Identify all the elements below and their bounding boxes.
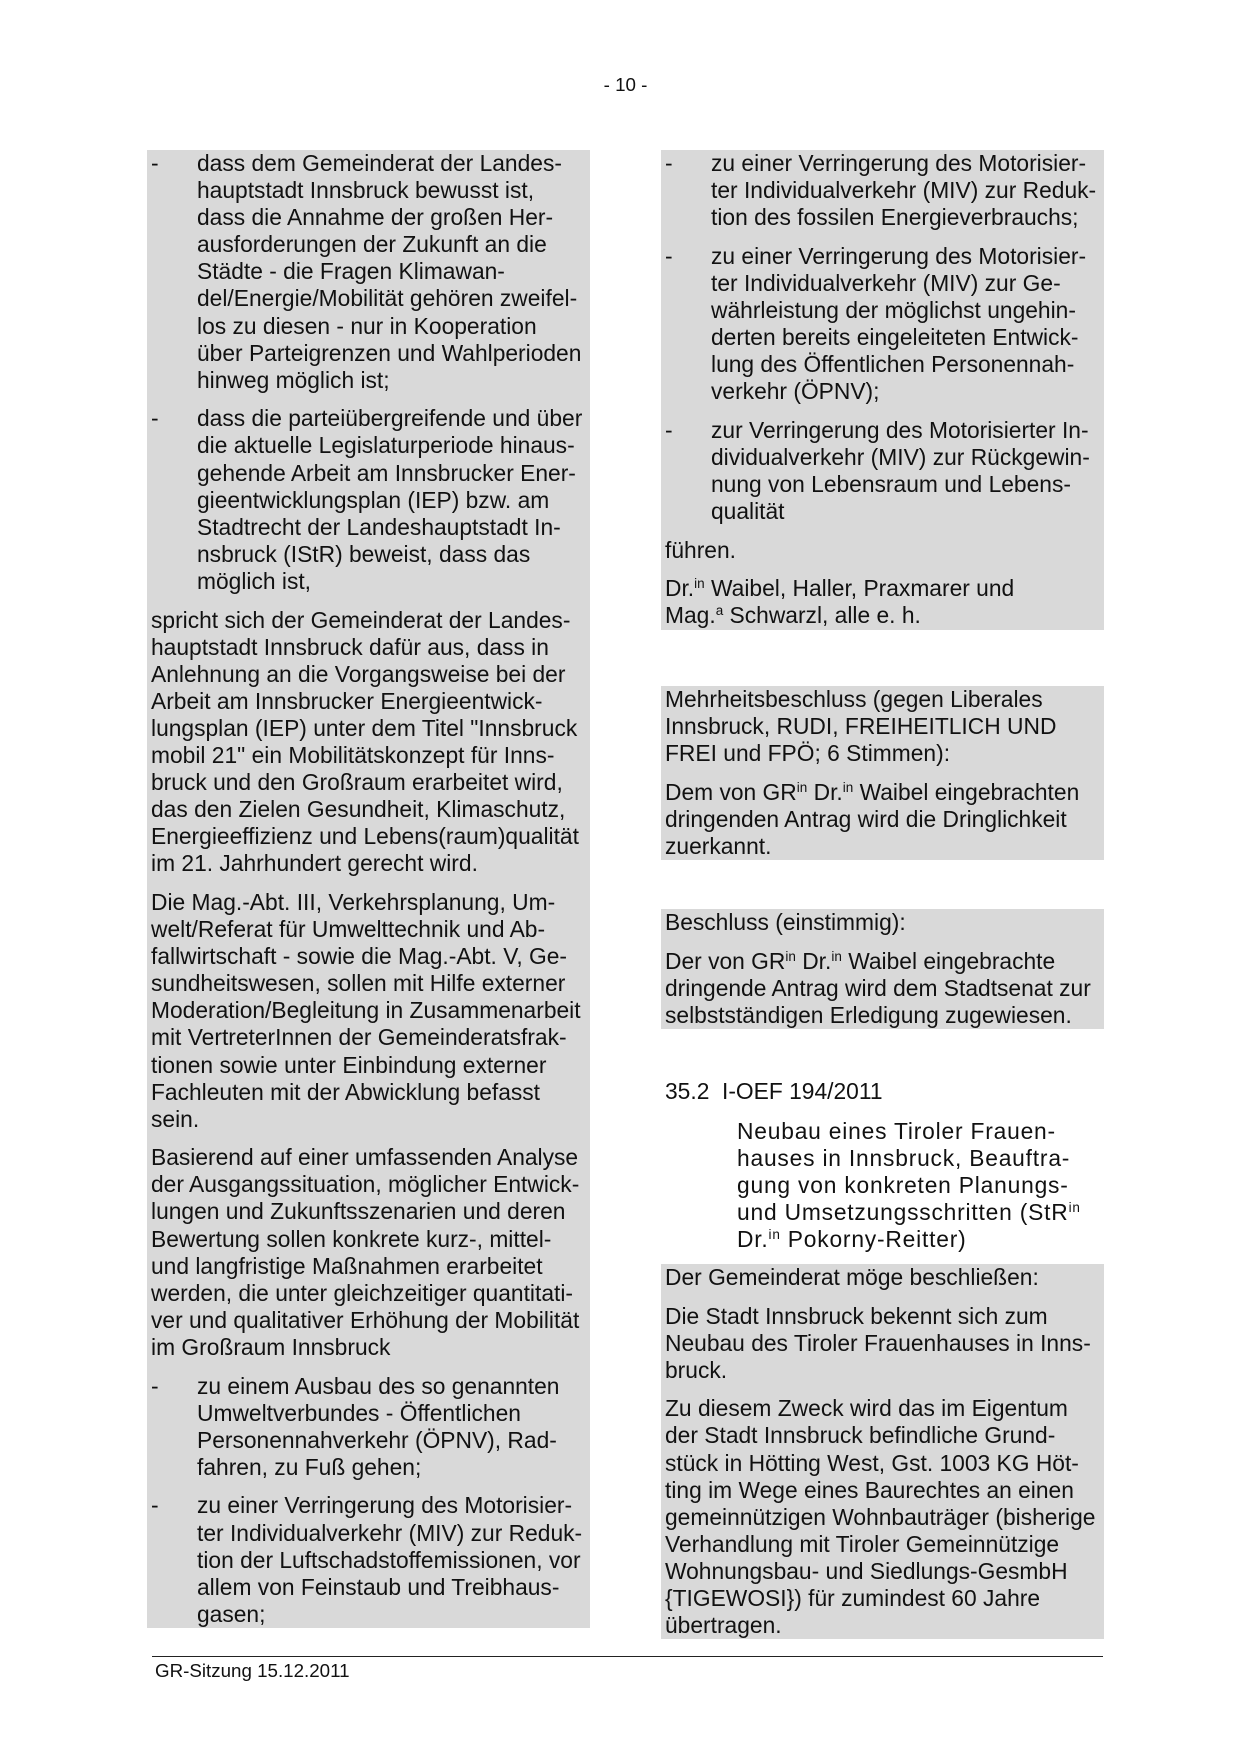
decision-text: dringende Antrag wird dem Stadtsenat zur selbstständigen Erledigung zugewiesen. bbox=[665, 974, 1091, 1028]
signature-names: Waibel, Haller, Praxmarer und bbox=[704, 575, 1015, 602]
signature-line bbox=[665, 602, 1104, 629]
bullet-dash: - bbox=[665, 416, 673, 443]
decision-text: dringenden Antrag wird die Dringlichkeit zuerkannt. bbox=[665, 805, 1067, 859]
bullet-item bbox=[151, 405, 590, 595]
motion-intro: Der Gemeinderat möge beschließen: bbox=[665, 1264, 1039, 1290]
signature-names: Schwarzl, alle e. h. bbox=[723, 602, 921, 629]
bullet-text: zur Verringerung des Motorisierter In- dividualverkehr (MIV) zur Rückgewin- nung von Lebensraum und Lebens- qualität bbox=[711, 416, 1090, 525]
motion-statement: Die Stadt Innsbruck bekennt sich zum Neubau des Tiroler Frauenhauses in Inns- bruck. bbox=[665, 1302, 1091, 1383]
decision-text: Dem von GR bbox=[665, 778, 797, 805]
bullet-text: zu einer Verringerung des Motorisier- ter Individualverkehr (MIV) zur Ge- währleistung der möglichst ungehin- derten bereits eingeleiteten Entwick- lung des Öffentlichen Personennah- verkehr (ÖPNV); bbox=[711, 242, 1087, 405]
title-suffix: in bbox=[785, 948, 796, 964]
decision-text: Dr. bbox=[795, 947, 832, 974]
bullet-dash: - bbox=[151, 1372, 159, 1399]
bullet-text: dass die parteiübergreifende und über die aktuelle Legislaturperiode hinaus- gehende Arbeit am Innsbrucker Ener- gieentwicklungsplan (IEP) bzw. am Stadtrecht der Landeshauptstadt In- nsbruck (IStR) beweist, dass das möglich ist, bbox=[197, 405, 583, 594]
bullet-item bbox=[665, 150, 1104, 231]
vote-decision bbox=[665, 779, 1104, 860]
bullet-dash: - bbox=[665, 242, 673, 269]
left-column bbox=[147, 150, 590, 1628]
agenda-item-reference: I-OEF 194/2011 bbox=[722, 1078, 883, 1104]
bullet-text: zu einem Ausbau des so genannten Umweltverbundes - Öffentlichen Personennahverkehr (ÖPNV), Rad- fahren, zu Fuß gehen; bbox=[197, 1372, 560, 1480]
motion-box bbox=[661, 1264, 1104, 1639]
signature-title: Dr. bbox=[665, 575, 695, 602]
bullet-dash: - bbox=[151, 150, 159, 176]
title-suffix: in bbox=[842, 779, 854, 795]
title-suffix: in bbox=[831, 948, 842, 964]
signature-title-suffix: in bbox=[694, 576, 705, 592]
bullet-item bbox=[151, 1373, 590, 1481]
bullet-item bbox=[665, 243, 1104, 406]
footer-divider bbox=[152, 1656, 1103, 1657]
title-suffix: in bbox=[768, 1227, 781, 1243]
page-number: - 10 - bbox=[603, 74, 648, 95]
decision-line bbox=[665, 948, 1104, 975]
bullet-item bbox=[151, 150, 590, 394]
footer-session-date: GR-Sitzung 15.12.2011 bbox=[155, 1660, 350, 1681]
title-line bbox=[737, 1199, 1081, 1226]
title-text: und Umsetzungsschritten (StR bbox=[737, 1199, 1069, 1226]
bullet-text: zu einer Verringerung des Motorisier- ter Individualverkehr (MIV) zur Reduk- tion der Luftschadstoffemissionen, vor allem von Feinstaub und Treibhaus- gasen; bbox=[197, 1492, 583, 1627]
title-text: Dr. bbox=[737, 1226, 769, 1253]
closing-word: führen. bbox=[665, 536, 736, 563]
title-text: Pokorny-Reitter) bbox=[780, 1226, 967, 1253]
decision-text: Waibel eingebrachten bbox=[853, 778, 1080, 805]
bullet-text: zu einer Verringerung des Motorisier- ter Individualverkehr (MIV) zur Reduk- tion des fossilen Energieverbrauchs; bbox=[711, 150, 1097, 231]
bullet-dash: - bbox=[151, 1492, 159, 1519]
bullet-text: dass dem Gemeinderat der Landes- hauptstadt Innsbruck bewusst ist, dass die Annahme der großen Her- ausforderungen der Zukunft an die Städte - die Fragen Klimawan- del/Energie/Mobilität gehören zweifel- los zu diesen - nur in Kooperation über Parteigrenzen und Wahlperioden hinweg möglich ist; bbox=[197, 150, 582, 393]
assignment-vote-box bbox=[661, 909, 1104, 1029]
vote-result: Mehrheitsbeschluss (gegen Liberales Innsbruck, RUDI, FREIHEITLICH UND FREI und FPÖ; 6 Stimmen): bbox=[665, 686, 1057, 767]
bullet-dash: - bbox=[151, 405, 159, 432]
signature-title-suffix: a bbox=[715, 603, 724, 619]
bullet-item bbox=[665, 417, 1104, 525]
vote-decision bbox=[665, 948, 1104, 1029]
analysis-paragraph: Basierend auf einer umfassenden Analyse der Ausgangssituation, möglicher Entwick- lungen und Zukunftsszenarien und deren Bewertung sollen konkrete kurz-, mittel- und langfristige Maßnahmen erarbeitet werden, die unter gleichzeitiger quantitati- ver und qualitativer Erhöhung der Mobilität im Großraum Innsbruck bbox=[151, 1144, 580, 1360]
bullet-item bbox=[151, 1492, 590, 1627]
departments-paragraph: Die Mag.-Abt. III, Verkehrsplanung, Um- welt/Referat für Umwelttechnik und Ab- fallwirtschaft - sowie die Mag.-Abt. V, Ge- sundheitswesen, sollen mit Hilfe externer Moderation/Begleitung in Zusammenarbeit mit VertreterInnen der Gemeinderatsfrak- tionen sowie unter Einbindung externer Fachleuten mit der Abwicklung befasst sein. bbox=[151, 888, 581, 1132]
motion-details: Zu diesem Zweck wird das im Eigentum der Stadt Innsbruck befindliche Grund- stück in Hötting West, Gst. 1003 KG Höt- ting im Wege eines Baurechtes an einen gemeinnützigen Wohnbauträger (bisherige Verhandlung mit Tiroler Gemeinnützige Wohnungsbau- und Siedlungs-GesmbH {TIGEWOSI}) für zumindest 60 Jahre übertragen. bbox=[665, 1395, 1096, 1639]
resolution-paragraph: spricht sich der Gemeinderat der Landes- hauptstadt Innsbruck dafür aus, dass in Anlehnung an die Vorgangsweise bei der Arbeit am Innsbrucker Energieentwick- lungsplan (IEP) unter dem Titel "Innsbruck mobil 21" ein Mobilitätskonzept für Inns- bruck und den Großraum erarbeitet wird, das den Zielen Gesundheit, Klimaschutz, Energieeffizienz und Lebens(raum)qualität im 21. Jahrhundert gerecht wird. bbox=[151, 606, 579, 877]
signatories bbox=[665, 575, 1104, 629]
title-suffix: in bbox=[796, 779, 808, 795]
decision-text: Dr. bbox=[807, 778, 843, 805]
vote-result: Beschluss (einstimmig): bbox=[665, 909, 906, 935]
decision-line bbox=[665, 779, 1104, 806]
decision-text: Der von GR bbox=[665, 947, 786, 974]
urgency-vote-box bbox=[661, 686, 1104, 860]
signature-line bbox=[665, 575, 1104, 602]
decision-text: Waibel eingebrachte bbox=[841, 947, 1056, 974]
agenda-item-title bbox=[737, 1118, 1081, 1253]
right-column-motion-end bbox=[661, 150, 1104, 630]
title-text: Neubau eines Tiroler Frauen- hauses in Innsbruck, Beauftra- gung von konkreten Planungs- bbox=[737, 1118, 1071, 1199]
signature-title: Mag. bbox=[665, 602, 716, 629]
agenda-item-heading bbox=[665, 1078, 883, 1105]
title-line bbox=[737, 1226, 1081, 1253]
title-suffix: in bbox=[1068, 1200, 1081, 1216]
agenda-item-number: 35.2 bbox=[665, 1078, 710, 1104]
bullet-dash: - bbox=[665, 150, 673, 176]
